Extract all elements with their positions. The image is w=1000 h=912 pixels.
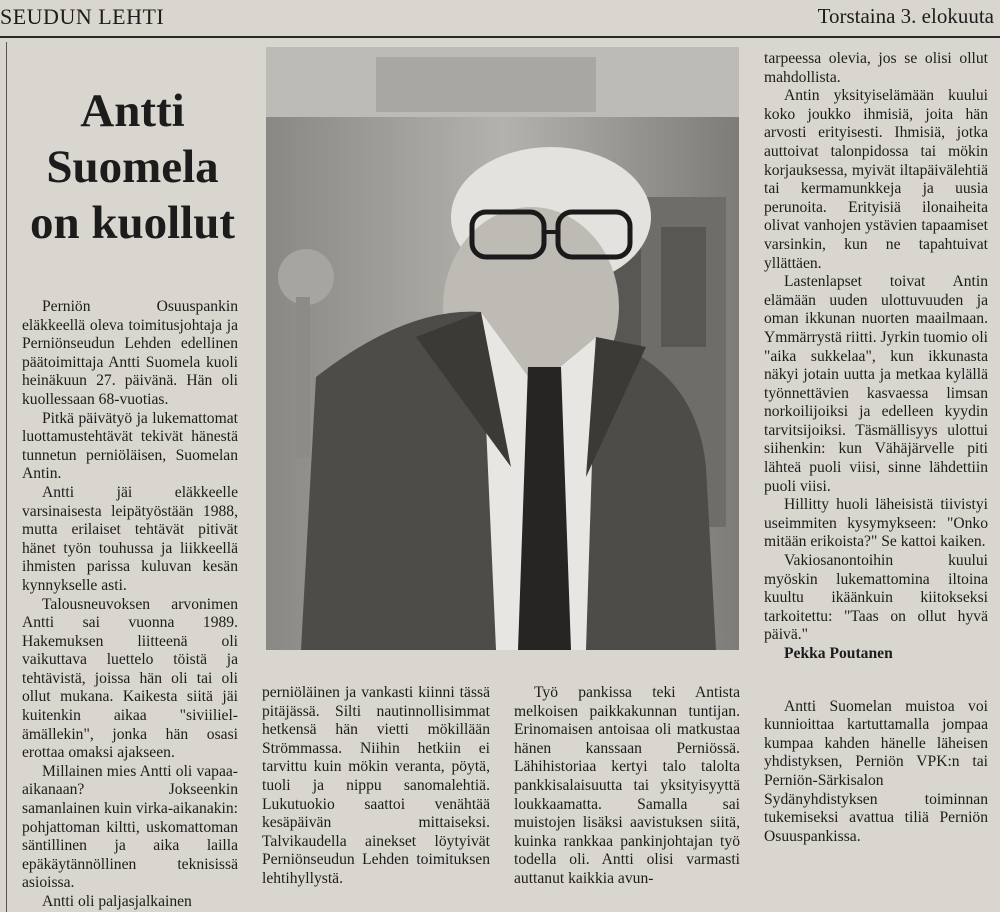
paragraph: Talousneuvoksen arvonimen Antti sai vuonna 1989. Hakemuksen liitteenä oli vaikuttava luettelo töistä ja tehtävistä, joissa hän oli tai oli ollut mukana. Kaikesta siitä jäi kuitenkin aikaa "siviiliel-ämällekin", jonka hän osasi erottaa omaksi ajakseen. [22,595,238,762]
paragraph: Lastenlapset toivat Antin elämään uuden ulottuvuuden ja oman ikkunan nuorten maailmaan. Ymmärrystä riitti. Jyrkin tuomio oli "aika sukkelaa", kun ikkunasta näkyi jotain uutta ja metkaa kylällä työnnettävien kasvaessa limsan norkoilijoiksi ja edelleen kyydin tarvitsijoiksi. Täsmällisyys ulottui siihenkin: kun Vähäjärvelle piti lähteä puoli viisi, sinne lähdettiin puoli viisi. [764,273,988,495]
paragraph: Antti jäi eläkkeelle varsinaisesta leipätyöstään 1988, mutta erilaiset tehtävät pitivät hänet työn touhussa ja liikkeellä ihmisten parissa kuluvan kesän kynnykselle asti. [22,483,238,594]
portrait-photo [266,47,739,650]
article-column-1 [22,298,238,912]
dateline: Torstaina 3. elokuuta [817,4,994,28]
article-column-3 [514,684,740,889]
article-column-4 [764,50,988,846]
paragraph: Vakiosanontoihin kuului myöskin lukemattomina iltoina kuultu ikäänkuin kiitokseksi tarkoitettu: "Taas on ollut hyvä päivä." [764,552,988,644]
article-headline: Antti Suomela on kuollut [29,85,236,250]
paragraph: perniöläinen ja vankasti kiinni tässä pitäjässä. Silti nautinnollisimmat hetkensä hän vietti mökillään Strömmassa. Niihin hetkiin ei tarvittu kuin mökin veranta, pöytä, tuoli ja nippu sanomalehtiä. Lukutuokio saattoi venähtää kesäpäivän mittaiseksi. Talvikaudella ainekset löytyivät Perniönseudun Lehden toimituksen lehtihyllystä. [262,684,490,887]
memorial-note: Antti Suomelan muistoa voi kunnioittaa kartuttamalla jompaa kumpaa kahden hänelle läheisen yhdistyksen, Perniön VPK:n tai Perniön-Särkisalon Sydänyhdistyksen toiminnan tukemiseksi avattua tiliä Perniön Osuuspankissa. [764,697,988,845]
paragraph: tarpeessa olevia, jos se olisi ollut mahdollista. [764,50,988,86]
paragraph: Millainen mies Antti oli vapaa-aikanaan? Jokseenkin samanlainen kuin virka-aikanakin: pohjattoman kiltti, uskomattoman säntillinen ja aika lailla epäkäytännöllinen teknisissä asioissa. [22,762,238,892]
spacer [764,664,988,698]
paragraph: Perniön Osuuspankin eläkkeellä oleva toimitusjohtaja ja Perniönseudun Lehden edellinen päätoimittaja Antti Suomela kuoli heinäkuun 27. päivänä. Hän oli kuollessaan 68-vuotias. [22,298,238,408]
paragraph: Pitkä päivätyö ja lukemattomat luottamustehtävät tekivät hänestä tunnetun perniöläisen, Suomelan Antin. [22,409,238,483]
paragraph: Työ pankissa teki Antista melkoisen paikkakunnan tuntijan. Erinomaisen antoisaa oli matkustaa hänen kanssaan Perniössä. Lähihistoriaa kertyi talo talolta pankkisalaisuutta tai yksityisyyttä loukkaamatta. Samalla sai muistojen lisäksi aavistuksen siitä, kuinka rankkaa pankinjohtajan työ todella oli. Antti olisi varmasti auttanut kaikkia avun- [514,684,740,887]
paragraph: Hillitty huoli läheisistä tiivistyi useimmiten kysymykseen: "Onko mitään erikoista?" Se kattoi kaiken. [764,496,988,551]
masthead: SEUDUN LEHTI [0,4,165,29]
author-signature: Pekka Poutanen [784,645,893,662]
paragraph: Antin yksityiselämään kuului koko joukko ihmisiä, joita hän arvosti erityisesti. Ihmisiä, jotka auttoivat talonpidossa tai mökin korjauksessa, myivät iltapäivälehtiä tai kermamunkkeja ja uusia perunoita. Erityisiä ilonaiheita olivat vanhojen ystävien tapaamiset varsinkin, kun ne tapahtuivat yllättäen. [764,87,988,272]
portrait-photo-graphic [266,47,739,650]
newspaper-header [0,0,1000,38]
article-column-2 [262,684,490,889]
paragraph: Antti oli paljasjalkainen [42,893,192,910]
